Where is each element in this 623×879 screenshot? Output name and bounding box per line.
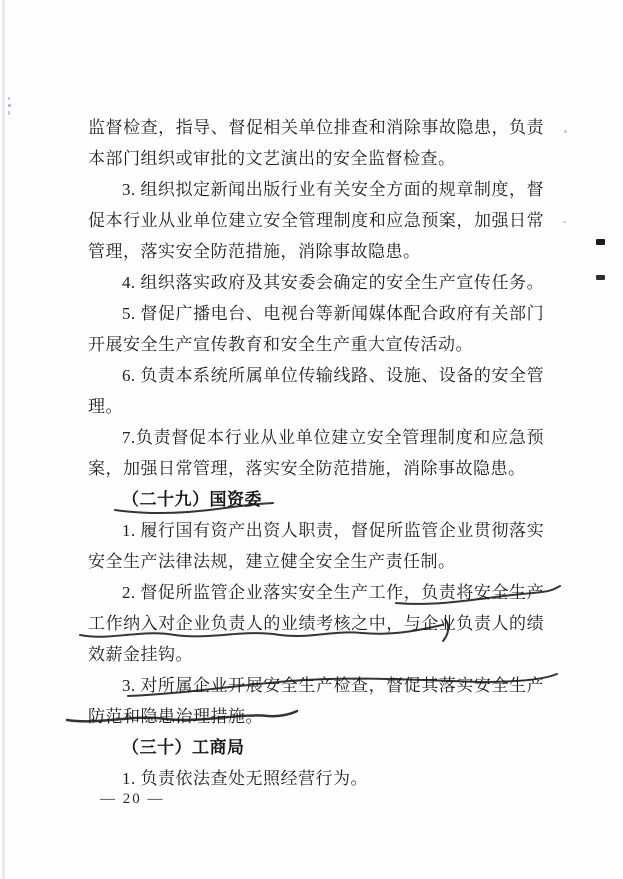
text-line: 工作纳入对企业负责人的业绩考核之中，与企业负责人的绩 (88, 614, 544, 633)
text-line: 5. 督促广播电台、电视台等新闻媒体配合政府有关部门 (122, 304, 544, 323)
text-line: 安全生产法律法规，建立健全安全生产责任制。 (88, 552, 456, 571)
text-line: 案，加强日常管理，落实安全防范措施，消除事故隐患。 (88, 459, 526, 478)
text-line: 防范和隐患治理措施。 (88, 707, 263, 726)
text-line: 6. 负责本系统所属单位传输线路、设施、设备的安全管 (122, 366, 544, 385)
text-line: 1. 履行国有资产出资人职责，督促所监管企业贯彻落实 (122, 521, 544, 540)
text-line: 开展安全生产宣传教育和安全生产重大宣传活动。 (88, 335, 473, 354)
text-line: 监督检查，指导、督促相关单位排查和消除事故隐患，负责 (88, 118, 544, 137)
scan-artifact (594, 275, 605, 280)
scan-artifact (563, 221, 566, 223)
text-line: 本部门组织或审批的文艺演出的安全监督检查。 (88, 149, 456, 168)
section-heading-gongshangju: （三十）工商局 (122, 738, 245, 757)
text-line: 管理，落实安全防范措施，消除事故隐患。 (88, 242, 421, 261)
text-line: 1. 负责依法查处无照经营行为。 (122, 769, 368, 788)
text-line: 促本行业从业单位建立安全管理制度和应急预案，加强日常 (88, 211, 544, 230)
page-number: — 20 — (100, 791, 165, 807)
document-text-block (88, 112, 544, 794)
text-line: 效薪金挂钩。 (88, 645, 193, 664)
scan-artifact (596, 239, 605, 245)
scan-artifact (564, 130, 567, 133)
text-line: 理。 (88, 397, 123, 416)
scan-artifact (8, 97, 10, 100)
section-heading-guoziwei: （二十九）国资委 (122, 490, 262, 509)
text-line: 3. 组织拟定新闻出版行业有关安全方面的规章制度，督 (122, 180, 544, 199)
scan-artifact (8, 104, 11, 107)
text-line: 3. 对所属企业开展安全生产检查，督促其落实安全生产 (122, 676, 544, 695)
text-line: 2. 督促所监管企业落实安全生产工作，负责将安全生产 (122, 583, 544, 602)
text-line: 4. 组织落实政府及其安委会确定的安全生产宣传任务。 (122, 273, 544, 292)
text-line: 7.负责督促本行业从业单位建立安全管理制度和应急预 (122, 428, 544, 447)
scan-artifact (8, 111, 10, 115)
page-edge-shadow (2, 0, 5, 879)
